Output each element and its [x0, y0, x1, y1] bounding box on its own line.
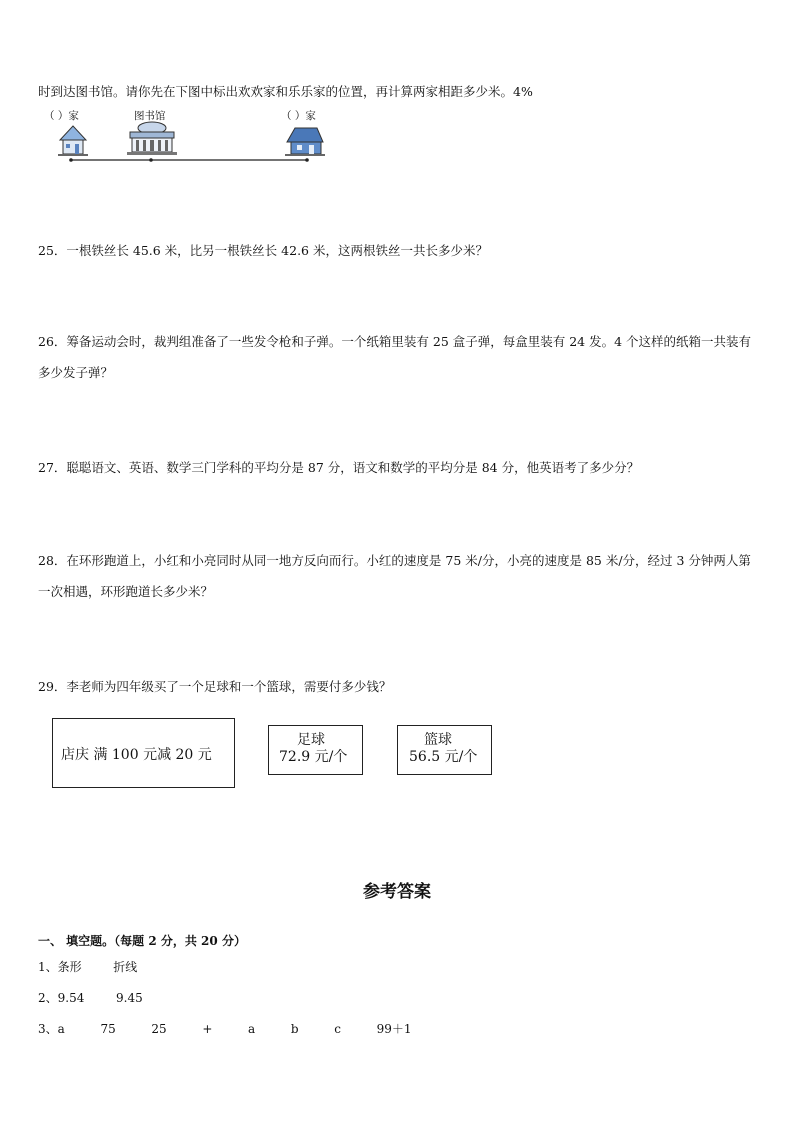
basketball-price-box: [397, 725, 492, 775]
route-diagram: [55, 120, 335, 166]
basketball-price: 56.5 元/个: [409, 749, 478, 765]
route-point: [69, 158, 73, 162]
answer-2-part: 2、9.54: [38, 991, 85, 1005]
answer-1-part: 折线: [113, 960, 138, 974]
answer-2-part: 9.45: [116, 991, 143, 1005]
answer-3-part: 25: [151, 1022, 167, 1036]
answers-section-heading: 一、 填空题。（每题 2 分，共 20 分）: [38, 934, 246, 948]
question-26: 26．筹备运动会时，裁判组准备了一些发令枪和子弹。一个纸箱里装有 25 盒子弹，每盒里装有 24 发。4 个这样的纸箱一共装有多少发子弹？: [38, 334, 752, 380]
right-home-label: （ ）家: [281, 110, 316, 122]
answer-3-part: 99＋1: [376, 1022, 412, 1036]
football-price-box: [268, 725, 363, 775]
answer-3-part: a: [248, 1022, 256, 1036]
library-label: 图书馆: [134, 110, 166, 122]
answer-3-part: c: [334, 1022, 341, 1036]
football-price: 72.9 元/个: [279, 749, 348, 765]
answer-1: [38, 958, 137, 975]
promo-box: [52, 718, 235, 788]
answer-3-part: +: [202, 1022, 213, 1036]
basketball-name: 篮球: [424, 732, 452, 748]
route-point: [149, 158, 153, 162]
question-25: 25．一根铁丝长 45.6 米，比另一根铁丝长 42.6 米，这两根铁丝一共长多少米？: [38, 243, 488, 258]
answer-3-part: 75: [100, 1022, 116, 1036]
answer-1-part: 1、条形: [38, 960, 82, 974]
football-name: 足球: [297, 732, 325, 748]
left-home-label: （ ）家: [44, 110, 79, 122]
library-icon: [127, 122, 177, 155]
question-29: 29．李老师为四年级买了一个足球和一个篮球，需要付多少钱？: [38, 679, 392, 694]
route-point: [305, 158, 309, 162]
promo-text: 店庆 满 100 元减 20 元: [61, 747, 212, 763]
left-house-icon: [58, 126, 88, 156]
answer-3-part: b: [290, 1022, 299, 1036]
q24-text: 时到达图书馆。请你先在下图中标出欢欢家和乐乐家的位置，再计算两家相距多少米。4%: [38, 84, 533, 99]
answer-3-part: 3、a: [38, 1022, 65, 1036]
right-house-icon: [285, 128, 325, 156]
question-27: 27．聪聪语文、英语、数学三门学科的平均分是 87 分，语文和数学的平均分是 84 分，他英语考了多少分？: [38, 460, 640, 475]
question-28: 28．在环形跑道上，小红和小亮同时从同一地方反向而行。小红的速度是 75 米/分，小亮的速度是 85 米/分，经过 3 分钟两人第一次相遇，环形跑道长多少米？: [38, 553, 751, 599]
answers-title: 参考答案: [363, 882, 431, 902]
answer-2: [38, 989, 143, 1006]
answer-3: [38, 1020, 412, 1037]
